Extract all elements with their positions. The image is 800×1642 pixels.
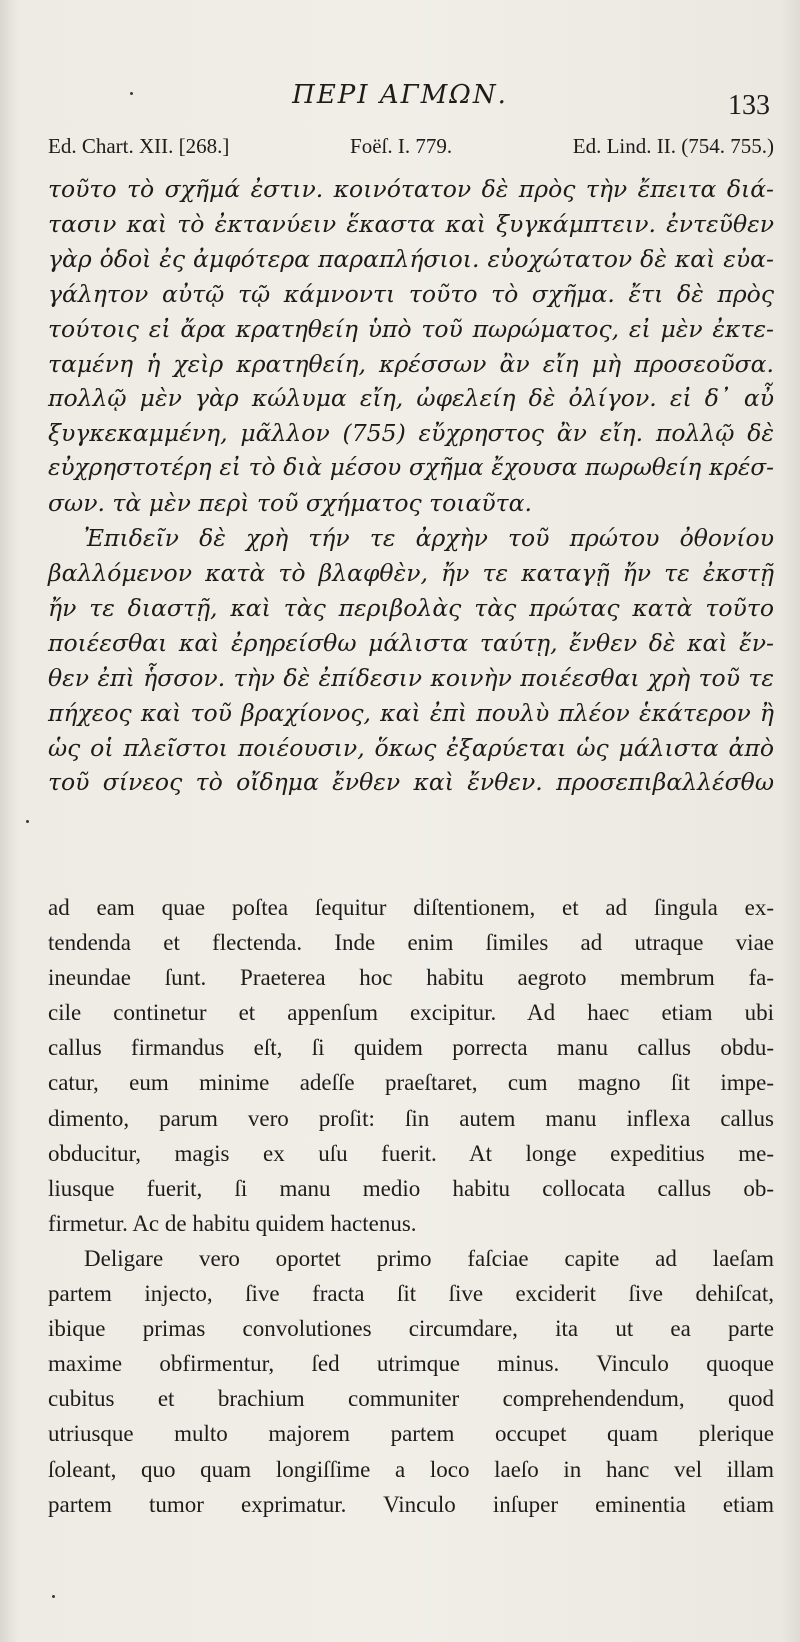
greek-line: τασιν καὶ τὸ ἐκτανύειν ἕκαστα καὶ ξυγκάμπτειν. ἐντεῦθεν xyxy=(48,209,774,238)
greek-line: τούτοις εἰ ἄρα κρατηθείη ὑπὸ τοῦ πωρώματος, εἰ μὲν ἐκτε- xyxy=(48,314,774,343)
greek-line: γὰρ ὁδοὶ ἐς ἀμφότερα παραπλήσιοι. εὐοχώτατον δὲ καὶ εὐα- xyxy=(48,244,774,273)
greek-line: ὡς οἱ πλεῖστοι ποιέουσιν, ὅκως ἐξαρύεται ὡς μάλιστα ἀπὸ xyxy=(48,733,774,762)
foesius-edition-ref: Foëſ. I. 779. xyxy=(350,134,453,158)
greek-line: γάλητον αὐτῷ τῷ κάμνοντι τοῦτο τὸ σχῆμα. ἔτι δὲ πρὸς xyxy=(48,279,774,308)
linden-edition-ref: Ed. Lind. II. (754. 755.) xyxy=(572,134,774,158)
latin-line: firmetur. Ac de habitu quidem hactenus. xyxy=(48,1210,417,1236)
page-number: 133 xyxy=(728,90,770,121)
latin-line: dimento, parum vero proſit: ſin autem manu inflexa callus xyxy=(48,1105,774,1131)
latin-line: tendenda et flectenda. Inde enim ſimiles ad utraque viae xyxy=(48,930,774,956)
greek-line: σων. τὰ μὲν περὶ τοῦ σχήματος τοιαῦτα. xyxy=(48,489,533,518)
latin-line: ineundae ſunt. Praeterea hoc habitu aegroto membrum fa- xyxy=(48,965,774,991)
greek-line: πολλῷ μὲν γὰρ κώλυμα εἴη, ὠφελείη δὲ ὀλίγον. εἰ δ᾽ αὖ xyxy=(48,384,774,413)
latin-line: liusque fuerit, ſi manu medio habitu collocata callus ob- xyxy=(48,1175,774,1201)
greek-line: ἤν τε διαστῇ, καὶ τὰς περιβολὰς τὰς πρώτας κατὰ τοῦτο xyxy=(48,593,774,622)
greek-line: βαλλόμενον κατὰ τὸ βλαφθὲν, ἤν τε καταγῇ ἤν τε ἐκστῇ xyxy=(48,558,774,587)
latin-line: utriusque multo majorem partem occupet quam plerique xyxy=(48,1421,774,1447)
print-speck xyxy=(26,820,29,823)
greek-line: Ἐπιδεῖν δὲ χρὴ τήν τε ἀρχὴν τοῦ πρώτου ὀθονίου xyxy=(84,524,774,553)
latin-line: Deligare vero oportet primo faſciae capite ad laeſam xyxy=(84,1245,774,1271)
running-head xyxy=(0,80,800,121)
chartier-edition-ref: Ed. Chart. XII. [268.] xyxy=(48,134,230,158)
latin-line: catur, eum minime adeſſe praeſtaret, cum magno ſit impe- xyxy=(48,1070,774,1096)
print-speck xyxy=(130,92,133,95)
latin-text-block xyxy=(48,890,774,1522)
print-speck xyxy=(52,1595,55,1598)
latin-line: callus firmandus eſt, ſi quidem porrecta manu callus obdu- xyxy=(48,1035,774,1061)
latin-line: ſoleant, quo quam longiſſime a loco laeſo in hanc vel illam xyxy=(48,1456,774,1482)
greek-line: ταμένη ἡ χεὶρ κρατηθείη, κρέσσων ἂν εἴη μὴ προσεοῦσα. xyxy=(48,349,774,378)
greek-text-block xyxy=(48,172,774,800)
greek-line: τοῦ σίνεος τὸ οἴδημα ἔνθεν καὶ ἔνθεν. προσεπιβαλλέσθω xyxy=(48,768,774,797)
latin-line: cile continetur et appenſum excipitur. Ad haec etiam ubi xyxy=(48,1000,774,1026)
latin-line: partem injecto, ſive fracta ſit ſive exciderit ſive dehiſcat, xyxy=(48,1281,774,1307)
edition-reference-line xyxy=(48,134,774,159)
greek-line: εὐχρηστοτέρη εἰ τὸ διὰ μέσου σχῆμα ἔχουσα πωρωθείη κρέσ- xyxy=(48,454,774,482)
latin-line: obducitur, magis ex uſu fuerit. At longe expeditius me- xyxy=(48,1140,774,1166)
greek-line: θεν ἐπὶ ἧσσον. τὴν δὲ ἐπίδεσιν κοινὴν ποιέεσθαι χρὴ τοῦ τε xyxy=(48,663,774,692)
latin-line: cubitus et brachium communiter comprehendendum, quod xyxy=(48,1386,774,1412)
greek-line: ποιέεσθαι καὶ ἐρηρείσθω μάλιστα ταύτῃ, ἔνθεν δὲ καὶ ἔν- xyxy=(48,628,774,657)
latin-line: maxime obfirmentur, ſed utrimque minus. Vinculo quoque xyxy=(48,1351,774,1377)
greek-line: ξυγκεκαμμένη, μᾶλλον (755) εὔχρηστος ἂν εἴη. πολλῷ δὲ xyxy=(48,419,774,448)
latin-line: ibique primas convolutiones circumdare, ita ut ea parte xyxy=(48,1316,774,1342)
greek-line: πήχεος καὶ τοῦ βραχίονος, καὶ ἐπὶ πουλὺ πλέον ἑκάτερον ἢ xyxy=(48,698,774,727)
latin-line: partem tumor exprimatur. Vinculo inſuper eminentia etiam xyxy=(48,1491,774,1517)
latin-line: ad eam quae poſtea ſequitur diſtentionem, et ad ſingula ex- xyxy=(48,895,774,920)
running-title: ΠΕΡΙ ΑΓΜΩΝ. xyxy=(292,80,508,110)
greek-line: τοῦτο τὸ σχῆμά ἐστιν. κοινότατον δὲ πρὸς τὴν ἔπειτα διά- xyxy=(48,175,774,203)
